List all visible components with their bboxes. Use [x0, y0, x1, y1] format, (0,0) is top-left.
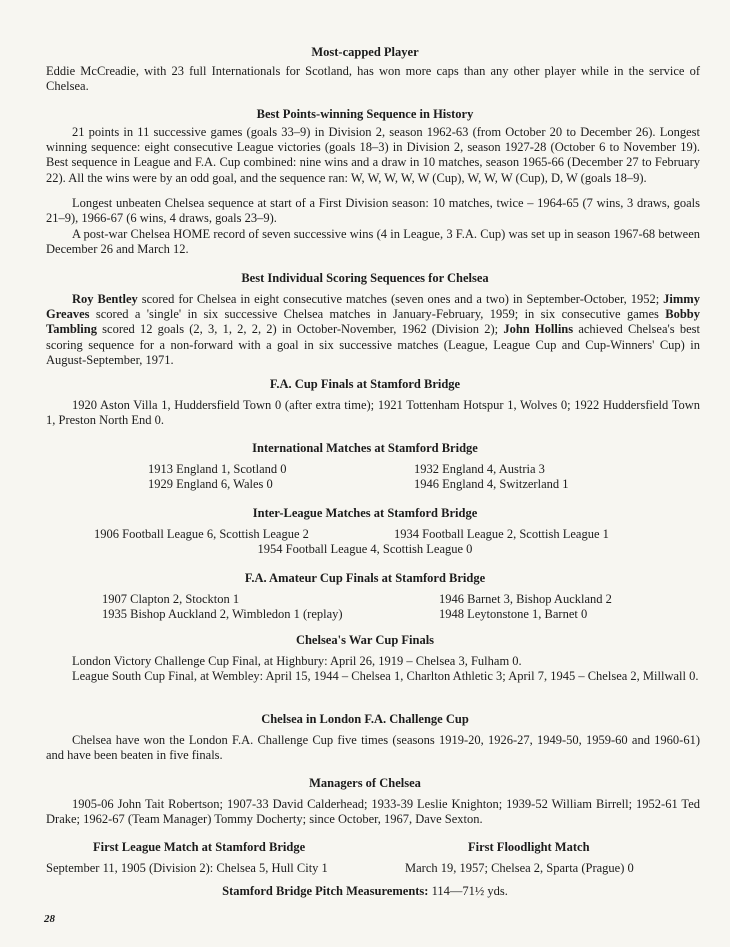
heading-first-floodlight-match: First Floodlight Match — [468, 840, 590, 854]
scoring-text: scored a 'single' in six successive Chelsea matches in January-February, 1959; in six consecutive games — [89, 307, 666, 322]
international-match: 1946 England 4, Switzerland 1 — [414, 477, 569, 491]
heading-amateur-cup: F.A. Amateur Cup Finals at Stamford Bridge — [244, 571, 486, 585]
amateur-final: 1946 Barnet 3, Bishop Auckland 2 — [439, 592, 612, 606]
heading-inter-league: Inter-League Matches at Stamford Bridge — [252, 506, 478, 520]
scoring-text: scored for Chelsea in eight consecutive matches (seven ones and a two) in September-October, 1952; — [137, 292, 664, 306]
scoring-text: achieved Chelsea's best scoring sequence for a non-forward with a goal in six successive matches (League, League Cup and Cup-Winners' Cup) in August-September, 1971. — [46, 322, 700, 367]
inter-league-match: 1934 Football League 2, Scottish League 1 — [394, 527, 609, 541]
amateur-final: 1935 Bishop Auckland 2, Wimbledon 1 (replay) — [102, 607, 343, 621]
page-number: 28 — [44, 913, 55, 925]
inter-league-match: 1954 Football League 4, Scottish League 0 — [257, 542, 473, 556]
player-name: John Hollins — [503, 322, 574, 337]
player-name: Jimmy Greaves — [46, 292, 700, 322]
international-match: 1932 England 4, Austria 3 — [414, 462, 545, 476]
heading-london-cup: Chelsea in London F.A. Challenge Cup — [261, 712, 469, 726]
international-match: 1929 England 6, Wales 0 — [148, 477, 273, 491]
player-name: Bobby Tambling — [46, 307, 700, 337]
amateur-final: 1907 Clapton 2, Stockton 1 — [102, 592, 240, 606]
paragraph-london-cup: Chelsea have won the London F.A. Challenge Cup five times (seasons 1919-20, 1926-27, 1949-50, 1959-60 and 1960-61) and have been beaten in five finals. — [46, 733, 700, 763]
paragraph-fa-cup-finals: 1920 Aston Villa 1, Huddersfield Town 0 (after extra time); 1921 Tottenham Hotspur 1, Wolves 0; 1922 Huddersfield Town 1, Preston North End 0. — [46, 398, 700, 428]
international-match: 1913 England 1, Scotland 0 — [148, 462, 287, 476]
heading-managers: Managers of Chelsea — [309, 776, 421, 790]
paragraph-war-cup-2: League South Cup Final, at Wembley: April 15, 1944 – Chelsea 1, Charlton Athletic 3; April 7, 1945 – Chelsea 2, Millwall 0. — [72, 669, 699, 683]
heading-first-league-match: First League Match at Stamford Bridge — [93, 840, 306, 854]
paragraph-war-cup-1: London Victory Challenge Cup Final, at Highbury: April 26, 1919 – Chelsea 3, Fulham 0. — [72, 654, 522, 668]
heading-war-cup: Chelsea's War Cup Finals — [295, 633, 435, 647]
paragraph-most-capped: Eddie McCreadie, with 23 full Internationals for Scotland, has won more caps than any other player while in the service of Chelsea. — [46, 64, 700, 94]
pitch-measurements — [0, 884, 730, 899]
heading-most-capped: Most-capped Player — [311, 45, 419, 59]
heading-internationals: International Matches at Stamford Bridge — [252, 441, 478, 455]
scoring-text: scored 12 goals (2, 3, 1, 2, 2, 2) in October-November, 1962 (Division 2); — [96, 322, 504, 337]
heading-fa-cup-finals: F.A. Cup Finals at Stamford Bridge — [269, 377, 461, 391]
paragraph-points-3: A post-war Chelsea HOME record of seven successive wins (4 in League, 3 F.A. Cup) was set up in season 1967-68 between December 26 and March 12. — [46, 227, 700, 257]
paragraph-scoring — [46, 292, 700, 368]
paragraph-points-1: 21 points in 11 successive games (goals 33–9) in Division 2, season 1962-63 (from October 20 to December 26). Longest winning sequence: eight consecutive League victories (goals 18–3) in Division 2, season 1927-28 (October 6 to November 19). Best sequence in League and F.A. Cup combined: nine wins and a draw in 10 matches, season 1965-66 (December 27 to February 22). All the wins were by an odd goal, and the sequence ran: W, W, W, W, W (Cup), W, W, W (Cup), D, W (goals 18–9). — [46, 125, 700, 185]
player-name: Roy Bentley — [72, 292, 138, 306]
paragraph-managers: 1905-06 John Tait Robertson; 1907-33 David Calderhead; 1933-39 Leslie Knighton; 1939-52 William Birrell; 1952-61 Ted Drake; 1962-67 (Team Manager) Tommy Docherty; since October, 1967, Dave Sexton. — [46, 797, 700, 827]
amateur-final: 1948 Leytonstone 1, Barnet 0 — [439, 607, 588, 621]
heading-points-sequence: Best Points-winning Sequence in History — [256, 107, 474, 121]
paragraph-points-2: Longest unbeaten Chelsea sequence at start of a First Division season: 10 matches, twice – 1964-65 (7 wins, 3 draws, goals 21–9), 1966-67 (6 wins, 4 draws, goals 23–9). — [46, 196, 700, 226]
first-league-match: September 11, 1905 (Division 2): Chelsea 5, Hull City 1 — [46, 861, 328, 875]
pitch-value: 114—71½ yds. — [428, 884, 508, 898]
inter-league-match: 1906 Football League 6, Scottish League 2 — [94, 527, 309, 541]
first-floodlight-match: March 19, 1957; Chelsea 2, Sparta (Prague) 0 — [405, 861, 634, 875]
pitch-label: Stamford Bridge Pitch Measurements: — [222, 884, 429, 898]
heading-scoring-sequences: Best Individual Scoring Sequences for Chelsea — [241, 271, 489, 285]
